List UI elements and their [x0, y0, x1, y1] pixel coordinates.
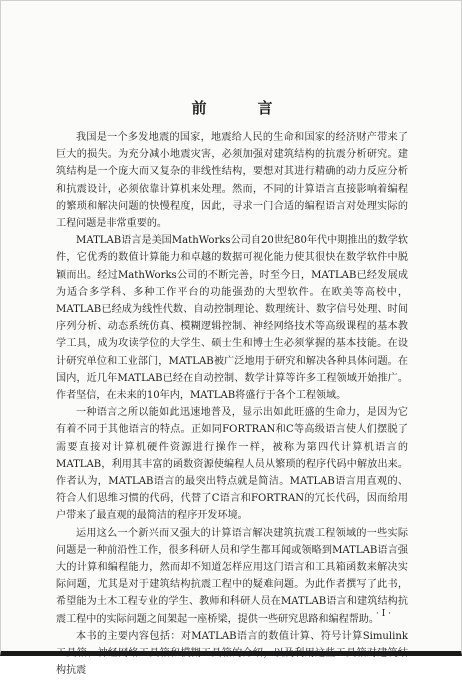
- page-title: 前 言: [191, 99, 291, 117]
- body-text: [56, 129, 408, 680]
- page-number: · I ·: [376, 609, 391, 619]
- paragraph-3: 一种语言之所以能如此迅速地普及，显示出如此旺盛的生命力，是因为它有着不同于其他语言的特点。正如同FORTRAN和C等高级语言使人们摆脱了需要直接对计算机硬件资源进行操作一样，被称为第四代计算机语言的MATLAB，利用其丰富的函数资源使编程人员从繁琐的程序代码中解放出来。作者认为，MATLAB语言的最突出特点就是简洁。MATLAB语言用直观的、符合人们思维习惯的代码，代替了C语言和FORTRAN的冗长代码，因而给用户带来了最直观的最简洁的程序开发环境。: [56, 407, 408, 522]
- paragraph-2: MATLAB语言是美国MathWorks公司自20世纪80年代中期推出的数学软件，它优秀的数值计算能力和卓越的数据可视化能力使其很快在数学软件中脱颖而出。经过MathWorks公司的不断完善，时至今日，MATLAB已经发展成为适合多学科、多种工作平台的功能强劲的大型软件。在欧美等高校中，MATLAB已经成为线性代数、自动控制理论、数理统计、数字信号处理、时间序列分析、动态系统仿真、模糊逻辑控制、神经网络技术等高级课程的基本教学工具，成为攻读学位的大学生、硕士生和博士生必须掌握的基本技能。在设计研究单位和工业部门，MATLAB被广泛地用于研究和解决各种具体问题。在国内，近几年MATLAB已经在自动控制、数学计算等许多工程领域开始推广。作者坚信，在未来的10年内，MATLAB将盛行于各个工程领域。: [56, 235, 408, 402]
- paragraph-4: 运用这么一个新兴而又强大的计算语言解决建筑抗震工程领域的一些实际问题是一种前沿性工作，很多科研人员和学生都耳闻或领略到MATLAB语言强大的计算和编程能力，然而却不知道怎样应用这门语言和工具箱函数来解决实际问题，尤其是对于建筑结构抗震工程中的疑难问题。为此作者撰写了此书，希望能为土木工程专业的学生、教师和科研人员在MATLAB语言和建筑结构抗震工程中的实际问题之间架起一座桥梁，提供一些研究思路和编程帮助。: [56, 527, 408, 625]
- paragraph-5: 本书的主要内容包括：对MATLAB语言的数值计算、符号计算Simulink工具箱、神经网络工具箱和模糊工具箱的介绍，以及利用这些工具箱对建筑结构抗震: [56, 630, 408, 677]
- paragraph-1: 我国是一个多发地震的国家，地震给人民的生命和国家的经济财产带来了巨大的损失。为充分减小地震灾害，必须加强对建筑结构的抗震分析研究。建筑结构是一个庞大而又复杂的非线性结构，要想对其进行精确的动力反应分析和抗震设计，必须依靠计算机来处理。然而，不同的计算语言直接影响着编程的繁琐和解决问题的快慢程度，因此，寻求一门合适的编程语言对处理实际的工程问题是非常重要的。: [56, 132, 408, 230]
